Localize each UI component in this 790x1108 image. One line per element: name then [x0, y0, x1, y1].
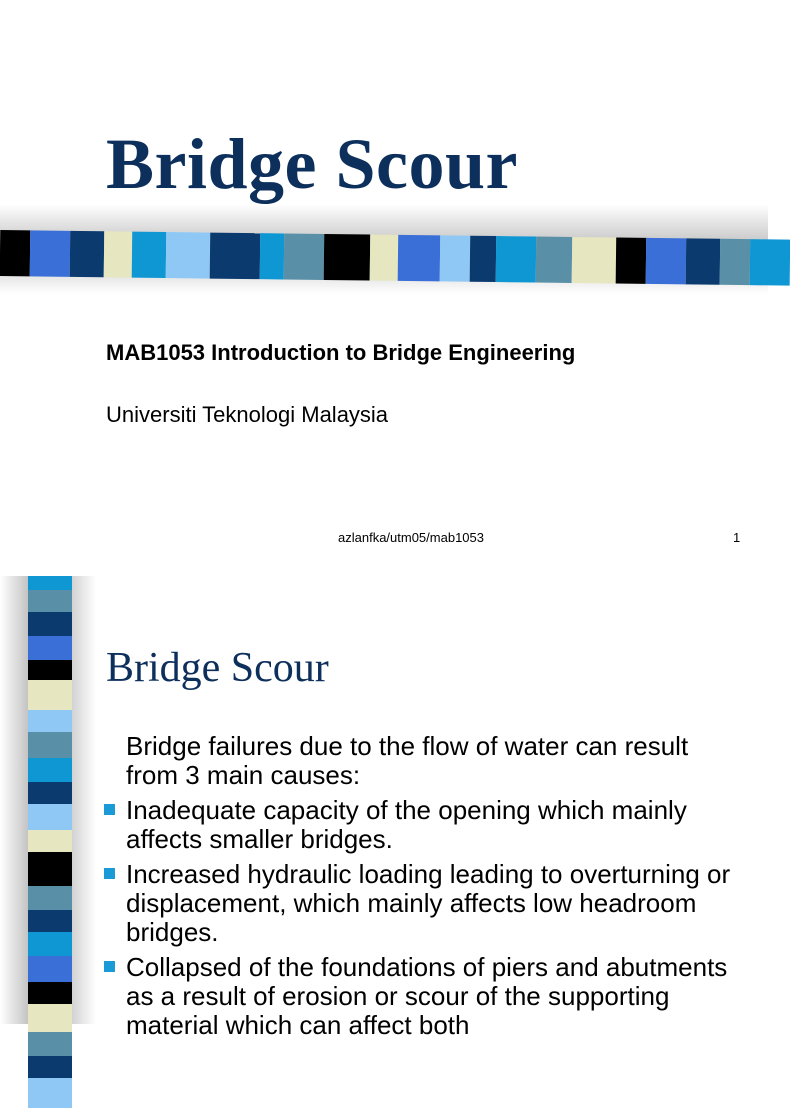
- strip-square: [28, 758, 72, 782]
- strip-square: [28, 1056, 72, 1078]
- strip-square: [28, 680, 72, 710]
- strip-square: [166, 232, 211, 279]
- slide-footer: azlanfka/utm05/mab1053: [338, 530, 484, 545]
- strip-square: [30, 230, 71, 276]
- bullet-text: Increased hydraulic loading leading to overturning or displacement, which mainly affects low headroom bridges.: [126, 859, 731, 947]
- square-bullet-icon: [104, 804, 115, 815]
- strip-square: [28, 636, 72, 660]
- content-slide: [0, 576, 768, 1040]
- slide-title: Bridge Scour: [106, 124, 518, 204]
- bullet-item: [104, 860, 744, 947]
- strip-square: [28, 612, 72, 636]
- strip-square: [28, 590, 72, 612]
- square-bullet-icon: [104, 868, 115, 879]
- strip-square: [28, 1078, 72, 1108]
- strip-square: [28, 1032, 72, 1056]
- strip-square: [284, 233, 325, 279]
- course-subtitle: MAB1053 Introduction to Bridge Engineering: [106, 340, 576, 365]
- strip-square: [616, 238, 647, 284]
- strip-square: [28, 886, 72, 910]
- strip-square: [210, 233, 261, 280]
- strip-square: [750, 239, 790, 285]
- strip-square: [496, 236, 537, 282]
- strip-square: [440, 235, 471, 281]
- decorative-vertical-strip: [28, 576, 72, 1024]
- strip-square: [646, 238, 687, 284]
- strip-square: [28, 1004, 72, 1032]
- slide-body: [104, 732, 744, 1046]
- strip-square: [28, 956, 72, 982]
- bullet-item: [104, 796, 744, 854]
- bullet-item: [104, 953, 744, 1040]
- strip-square: [686, 238, 721, 284]
- strip-square: [720, 239, 751, 285]
- strip-square: [0, 230, 30, 276]
- strip-square: [28, 710, 72, 732]
- strip-square: [104, 231, 133, 277]
- strip-square: [28, 910, 72, 932]
- strip-square: [572, 237, 617, 284]
- strip-square: [28, 852, 72, 886]
- strip-square: [28, 782, 72, 804]
- square-bullet-icon: [104, 961, 115, 972]
- strip-square: [28, 732, 72, 758]
- strip-square: [70, 231, 105, 277]
- decorative-square-strip: [0, 230, 768, 285]
- bullet-text: Collapsed of the foundations of piers and abutments as a result of erosion or scour of the supporting material which can affect both: [126, 952, 728, 1040]
- strip-square: [260, 233, 285, 279]
- strip-square: [470, 236, 497, 282]
- strip-square: [28, 804, 72, 830]
- strip-square: [28, 932, 72, 956]
- page-number: 1: [733, 530, 741, 545]
- slide-heading: Bridge Scour: [106, 645, 329, 691]
- strip-square: [28, 660, 72, 680]
- strip-square: [370, 235, 399, 281]
- institution-name: Universiti Teknologi Malaysia: [106, 402, 389, 427]
- strip-square: [28, 830, 72, 852]
- strip-square: [28, 576, 72, 590]
- strip-square: [324, 234, 371, 281]
- strip-square: [132, 232, 167, 278]
- intro-text: Bridge failures due to the flow of water can result from 3 main causes:: [126, 731, 689, 790]
- strip-square: [28, 982, 72, 1004]
- strip-square: [536, 237, 573, 283]
- strip-square: [398, 235, 441, 282]
- bullet-text: Inadequate capacity of the opening which mainly affects smaller bridges.: [126, 795, 687, 854]
